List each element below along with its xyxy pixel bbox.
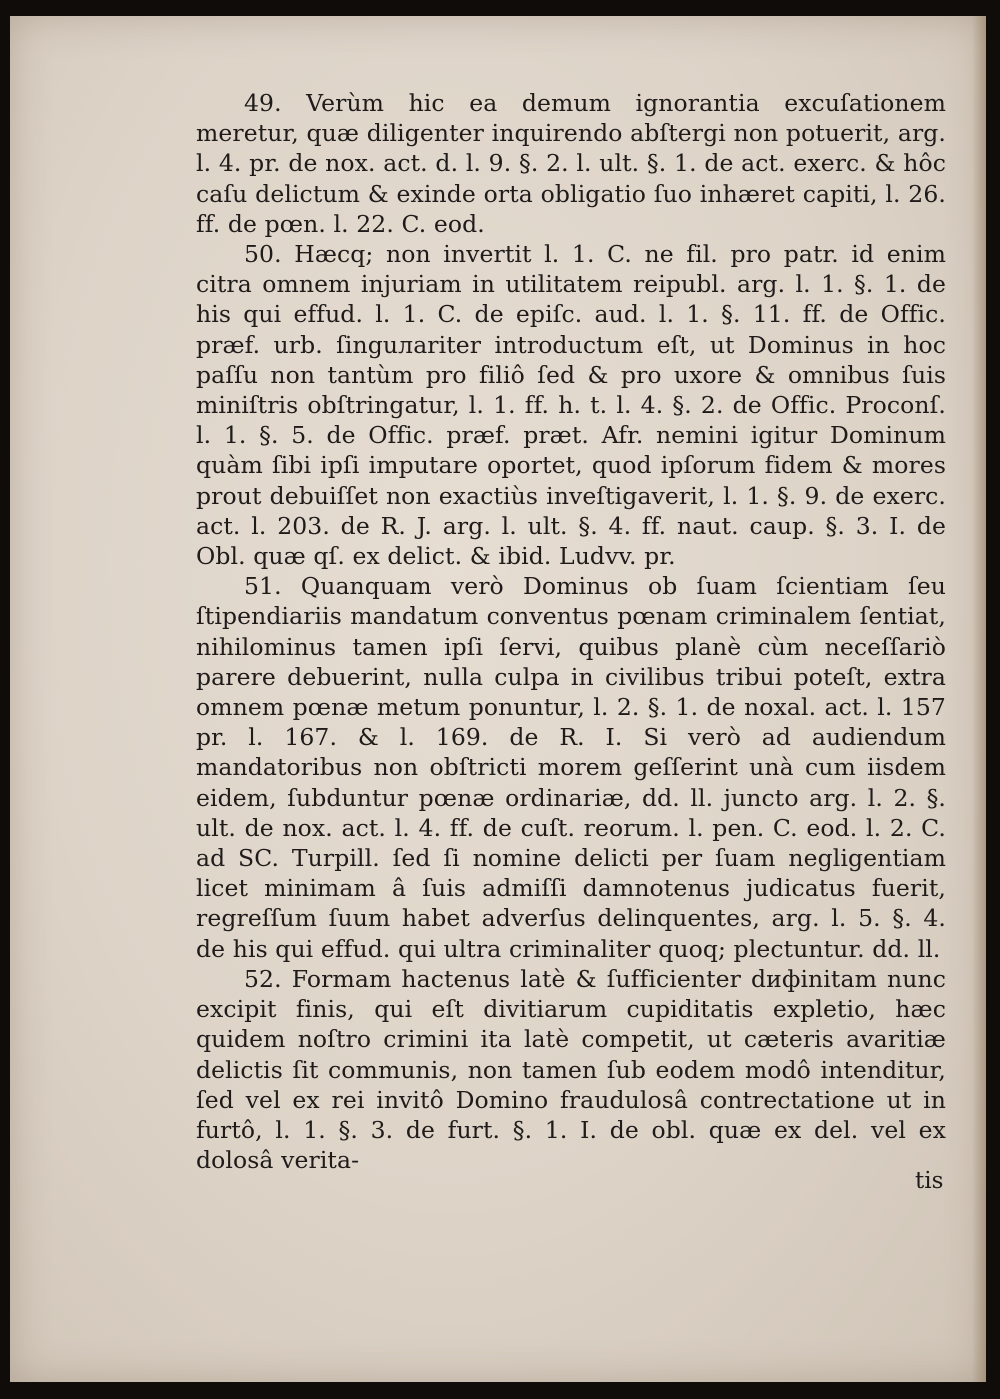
paragraph-50: 50. Hæcq; non invertit l. 1. C. ne fil. pro patr. id enim citra omnem injuriam in utilitatem reipubl. arg. l. 1. §. 1. de his qui effud. l. 1. C. de epiſc. aud. l. 1. §. 11. ff. de Offic. præf. urb. ſinguлariter introductum eſt, ut Dominus in hoc paſſu non tantùm pro filiô ſed & pro uxore & omnibus ſuis miniſtris obſtringatur, l. 1. ff. h. t. l. 4. §. 2. de Offic. Proconſ. l. 1. §. 5. de Offic. præf. præt. Afr. nemini igitur Dominum quàm ſibi ipſi imputare oportet, quod ipſorum fidem & mores prout debuiſſet non exactiùs inveſtigaverit, l. 1. §. 9. de exerc. act. l. 203. de R. J. arg. l. ult. §. 4. ff. naut. caup. §. 3. I. de Obl. quæ qſ. ex delict. & ibid. Ludvv. pr. (196, 240, 946, 571)
page-text-block (196, 88, 946, 1175)
catchword: tis (915, 1168, 944, 1194)
page-edge-shadow (972, 16, 986, 1382)
paragraph-51: 51. Quanquam verò Dominus ob ſuam ſcientiam ſeu ſtipendiariis mandatum conventus pœnam criminalem ſentiat, nihilominus tamen ipſi ſervi, quibus planè cùm neceſſariò parere debuerint, nulla culpa in civilibus tribui poteſt, extra omnem pœnæ metum ponuntur, l. 2. §. 1. de noxal. act. l. 157 pr. l. 167. & l. 169. de R. I. Si verò ad audiendum mandatoribus non obſtricti morem geſſerint unà cum iisdem eidem, ſubduntur pœnæ ordinariæ, dd. ll. juncto arg. l. 2. §. ult. de nox. act. l. 4. ff. de cuſt. reorum. l. pen. C. eod. l. 2. C. ad SC. Turpill. ſed ſi nomine delicti per ſuam negligentiam licet minimam â ſuis admiſſi damnotenus judicatus fuerit, regreſſum ſuum habet adverſus delinquentes, arg. l. 5. §. 4. de his qui effud. qui ultra criminaliter quoq; plectuntur. dd. ll. (196, 572, 946, 963)
paragraph-52: 52. Formam hactenus latè & ſufficienter dифinitam nunc excipit finis, qui eſt divitiarum cupiditatis expletio, hæc quidem noſtro crimini ita latè competit, ut cæteris avaritiæ delictis ſit communis, non tamen ſub eodem modô intenditur, ſed vel ex rei invitô Domino fraudulosâ contrectatione ut in furtô, l. 1. §. 3. de furt. §. 1. I. de obl. quæ ex del. vel ex dolosâ verita- (196, 964, 946, 1175)
paragraph-49: 49. Verùm hic ea demum ignorantia excuſationem meretur, quæ diligenter inquirendo abſtergi non potuerit, arg. l. 4. pr. de nox. act. d. l. 9. §. 2. l. ult. §. 1. de act. exerc. & hôc caſu delictum & exinde orta obligatio ſuo inhæret capiti, l. 26. ff. de pœn. l. 22. C. eod. (196, 89, 946, 238)
